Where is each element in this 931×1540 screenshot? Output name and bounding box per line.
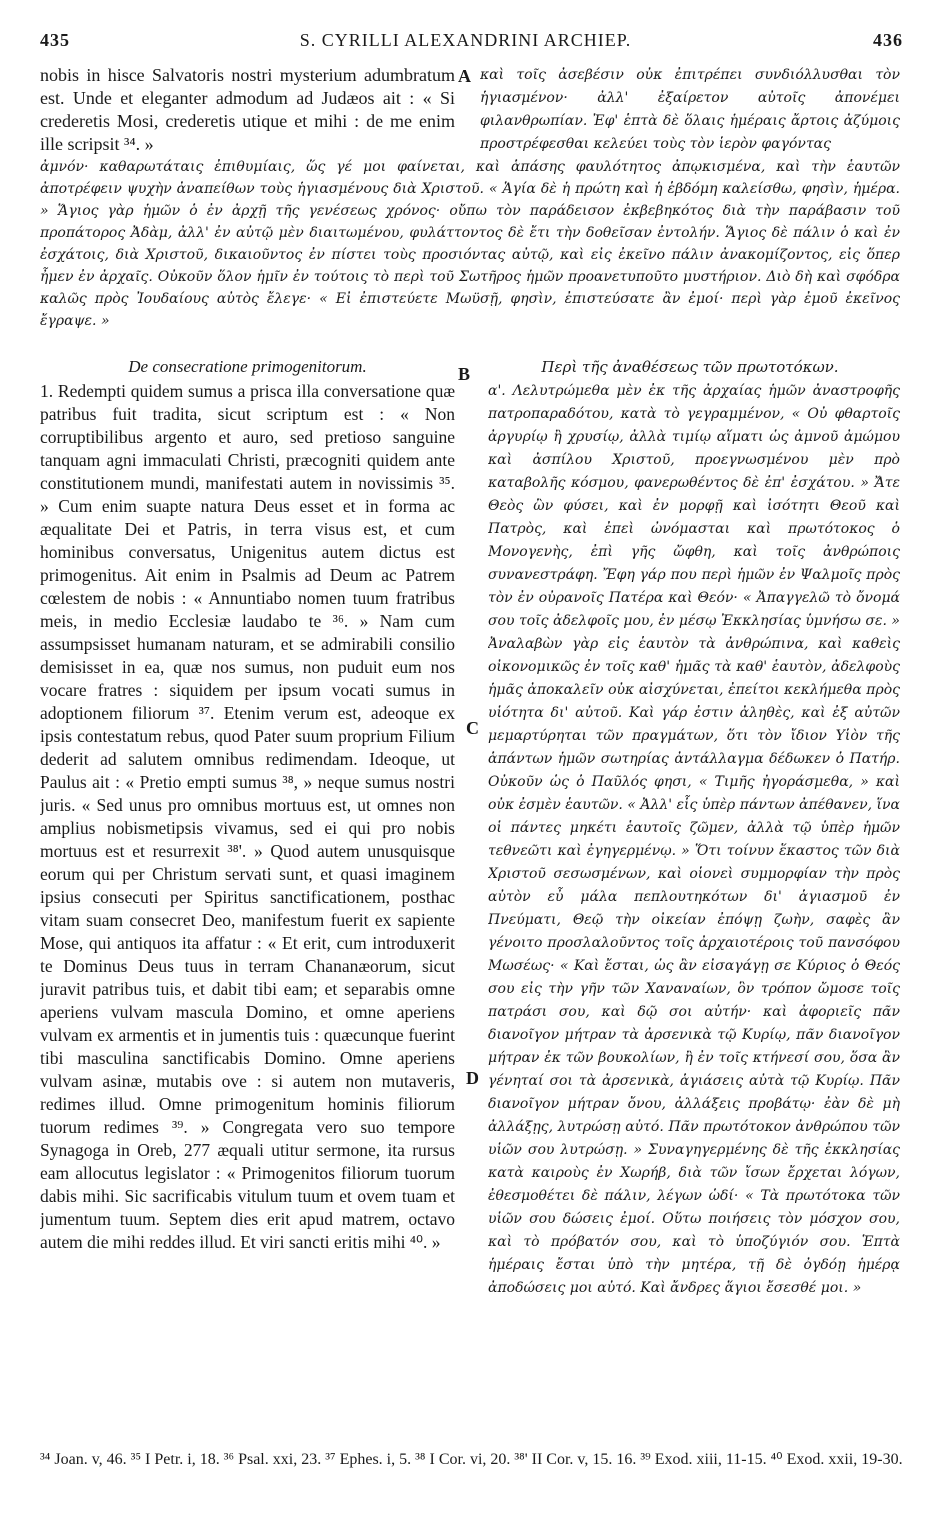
top-greek-paragraph: καὶ τοῖς ἀσεβέσιν οὐκ ἐπιτρέπει συνδιόλλυσθαι τὸν ἡγιασμένον· ἀλλ' ἐξαίρετον αὐτοῖς ἀπονέμει φιλανθρωπίαν. Ἐφ' ἑπτὰ δὲ ὅλαις ἡμέραις ἄρτοις ἀζύμοις προστρέφεσθαι κελεύει τοὺς τὸν ἱερὸν φαγόντας [480,67,900,152]
top-greek-text [480,64,900,156]
main-greek-paragraph: α'. Λελυτρώμεθα μὲν ἐκ τῆς ἀρχαίας ἡμῶν ἀναστροφῆς πατροπαραδότου, κατὰ τὸ γεγραμμένον, « Οὐ φθαρτοῖς ἀργυρίῳ ἢ χρυσίῳ, ἀλλὰ τιμίῳ αἵματι ὡς ἀμνοῦ ἀμώμου καὶ ἀσπίλου Χριστοῦ, προεγνωσμένου μὲν πρὸ καταβολῆς κόσμου, φανερωθέντος δὲ ἐπ' ἐσχάτου. » Ἄτε Θεὸς ὢν φύσει, καὶ ἐν μορφῇ καὶ ἰσότητι Θεοῦ καὶ Πατρὸς, καὶ ἐπεὶ ὠνόμασται καὶ πρωτότοκος ὁ Μονογενὴς, ἐπὶ γῆς ὤφθη, καὶ τοῖς ἀνθρώποις συνανεστράφη. Ἔφη γάρ που περὶ ἡμῶν ἐν Ψαλμοῖς πρὸς τὸν ἐν οὐρανοῖς Πατέρα καὶ Θεόν· « Ἀπαγγελῶ τὸ ὄνομά σου τοῖς ἀδελφοῖς μου, ἐν μέσῳ Ἐκκλησίας ὑμνήσω σε. » Ἀναλαβὼν γὰρ εἰς ἑαυτὸν τὰ ἀνθρώπινα, καὶ καθεὶς οἰκονομικῶς ἐν τοῖς καθ' ἡμᾶς τὰ καθ' ἑαυτὸν, ἀδελφοὺς ἡμᾶς ἀποκαλεῖν οὐκ αἰσχύνεται, ἐπείτοι κεκλήμεθα πρὸς υἱότητα δι' αὐτοῦ. Καὶ γάρ ἐστιν ἀληθὲς, καὶ ἐξ αὐτῶν μεμαρτύρηται τῶν πραγμάτων, ὅτι τὸν ἴδιον Υἱὸν τῆς ἁπάντων ἡμῶν σωτηρίας ἀντάλλαγμα δέδωκεν ὁ Πατήρ. Οὐκοῦν ὡς ὁ Παῦλός φησι, « Τιμῆς ἠγοράσμεθα, » καὶ οὐκ ἐσμὲν ἑαυτῶν. « Ἀλλ' εἷς ὑπὲρ πάντων ἀπέθανεν, ἵνα οἱ πάντες μηκέτι ἑαυτοῖς ζῶμεν, ἀλλὰ τῷ ὑπὲρ ἡμῶν τεθνεῶτι καὶ ἐγηγερμένῳ. » Ὅτι τοίνυν ἕκαστος τῶν διὰ Χριστοῦ σεσωσμένων, καὶ οἱονεὶ συμμορφίαν τὴν πρὸς αὐτὸν εὖ μάλα πεπλουτηκότων δι' ἁγιασμοῦ ἐν Πνεύματι, Θεῷ τὴν οἰκείαν ἐπόψῃ ζωὴν, σαφὲς ἂν γένοιτο προσλαλοῦντος τοῖς ἀρχαιοτέροις τοῦ πανσόφου Μωσέως· « Καὶ ἔσται, ὡς ἂν εἰσαγάγῃ σε Κύριος ὁ Θεός σου εἰς τὴν γῆν τῶν Χαναναίων, ὃν τρόπον ὤμοσε τοῖς πατράσι σου, καὶ δῷ σοι αὐτήν· καὶ ἀφοριεῖς πᾶν διανοῖγον μήτραν τὰ ἀρσενικὰ τῷ Κυρίῳ, πᾶν διανοῖγον μήτραν ἐκ τῶν βουκολίων, ἢ ἐν τοῖς κτήνεσί σου, ὅσα ἂν γένηταί σοι τὰ ἀρσενικὰ, ἁγιάσεις αὐτὰ τῷ Κυρίῳ. Πᾶν διανοῖγον μήτραν ὄνου, ἀλλάξεις προβάτῳ· ἐὰν δὲ μὴ ἀλλάξῃς, λυτρώσῃ αὐτό. Πᾶν πρωτότοκον ἀνθρώπου τῶν υἱῶν σου λυτρώσῃ. » Συναγηγερμένης δὲ τῆς ἐκκλησίας κατὰ καιροὺς ἐν Χωρήβ, διὰ τῶν ἴσων ἔρχεται λόγων, ἐθεσμοθέτει δὲ πάλιν, λέγων ὡδί· « Τὰ πρωτότοκα τῶν υἱῶν σου δώσεις ἐμοί. Οὕτω ποιήσεις τὸν μόσχον σου, καὶ τὸ πρόβατόν σου, καὶ τὸ ὑποζύγιόν σου. Ἑπτὰ ἡμέραις ἔσται ὑπὸ τὴν μητέρα, τῇ δὲ ὀγδόῃ ἡμέρᾳ ἀποδώσεις μοι αὐτό. Καὶ ἄνδρες ἅγιοι ἔσεσθέ μοι. » [488,383,900,1296]
page-number-left: 435 [40,30,70,50]
running-header [0,30,931,54]
greek-section-heading-wrap [480,356,900,380]
latin-section-heading-wrap [40,356,455,380]
footnotes [40,1448,910,1494]
main-latin-paragraph: 1. Redempti quidem sumus a prisca illa conversatione quæ patribus fuit tradita, sicut scriptum est : « Non corruptibilibus argento et auro, sed pretioso sanguine tanquam agni immaculati Christi, præcogniti quidem ante constitutionem mundi, manifestati autem in novissimis ³⁵. » Cum enim suapte natura Deus esset et in forma ac æqualitate Dei et Patris, in terra visus est, et cum hominibus conversatus, Unigenitus autem dictus est primogenitus. Ait enim in Psalmis ad Deum ac Patrem cœlestem de nobis : « Annuntiabo nomen tuum fratribus meis, in medio Ecclesiæ laudabo te ³⁶. » Nam cum assumpsisset humanam naturam, et se admirabili consilio demisisset in ea, quæ nos sumus, non puduit eum nos vocare fratres : siquidem per ipsum vocati sumus in adoptionem filiorum ³⁷. Etenim verum est, adeoque ex ipsis contestatum rebus, quod Pater suum proprium Filium dederit ad salutem omnibus redimendam. Ideoque, ut Paulus ait : « Pretio empti sumus ³⁸, » neque sumus nostri juris. « Sed unus pro omnibus mortuus est, ut omnes non amplius nobismetipsis vivamus, sed ei qui pro nobis mortuus est et resurrexit ³⁸'. » Quod autem unusquisque eorum qui per Christum servati sunt, et quasi imaginem ipsius consecuti per Spiritus sanctificationem, posthac vitam suam consecret Deo, manifestum fuerit ex sapiente Mose, qui antiquos ita affatur : « Et erit, cum introduxerit te Dominus Deus tuus in terram Chananæorum, sicut juravit patribus tuis, et dabit tibi eam; et separabis omne aperiens vulvam mascula Domino, et omne aperiens vulvam ex armentis et in jumentis tuis : quæcunque fuerint tibi masculina sanctificabis Domino. Omne aperiens vulvam asinæ, mutabis ove : si autem non mutaveris, redimes illud. Omne primogenitum hominis filiorum tuorum redimes ³⁹. » Congregata vero suo tempore Synagoga in Oreb, 277 æquali utitur sermone, ita rursus eam allocutus legislator : « Primogenitos filiorum tuorum dabis mihi. Sic sacrificabis vitulum tuum et ovem tuam et jumentum tuum. Septem dies erit apud matrem, octavo autem die mihi reddes illud. Et viri sancti eritis mihi ⁴⁰. » [40,381,455,1252]
margin-marker-c: C [466,718,479,738]
main-latin-column [40,380,455,1410]
header-title: S. CYRILLI ALEXANDRINI ARCHIEP. [299,30,632,50]
footnotes-text: ³⁴ Joan. v, 46. ³⁵ I Petr. i, 18. ³⁶ Psal. xxi, 23. ³⁷ Ephes. i, 5. ³⁸ I Cor. vi, 20. ³⁸' II Cor. v, 15. 16. ³⁹ Exod. xiii, 11-15. ⁴⁰ Exod. xxii, 19-30. [40,1451,903,1468]
latin-section-heading: De consecratione primogenitorum. [128,357,367,376]
top-latin-text [40,64,455,156]
top-latin-paragraph: nobis in hisce Salvatoris nostri mysterium adumbratum est. Unde et eleganter admodum ad Judæos ait : « Si crederetis Mosi, crederetis utique et mihi : de me enim ille scripsit ³⁴. » [40,65,455,154]
greek-full-paragraph: ἀμνόν· καθαρωτάταις ἐπιθυμίαις, ὥς γέ μοι φαίνεται, καὶ ἁπάσης φαυλότητος ἀπῳκισμένα, καὶ τὴν ἑαυτῶν ἀποτρέφειν ψυχὴν ἀναπείθων τοὺς ἡγιασμένους διὰ Χριστοῦ. « Ἁγία δὲ ἡ πρώτη καὶ ἡ ἑβδόμη καλείσθω, φησὶν, ἡμέρα. » Ἅγιος γὰρ ἡμῶν ὁ ἐν ἀρχῇ τῆς γενέσεως χρόνος· οὔπω τὸν παράδεισον ἐκβεβηκότος διὰ τὴν παράβασιν τοῦ προπάτορος Ἀδὰμ, ἀλλ' ἐν αὐτῷ μὲν διαιτωμένου, φυλάττοντος δὲ ἔτι τὴν δοθεῖσαν ἐντολήν. Ἅγιος δὲ πάλιν ὁ καὶ ἐν ἐσχάτοις, διὰ Χριστοῦ, δικαιοῦντος ἐν πίστει τοὺς προσιόντας αὐτῷ, καὶ εἰς ἐκεῖνο πάλιν ἀνακομίζοντος, εἰς ὅπερ ἦμεν ἐν ἀρχαῖς. Οὐκοῦν ὅλον ἡμῖν ἐν τούτοις τὸ περὶ τοῦ Σωτῆρος ἡμῶν προανετυποῦτο μυστήριον. Διὸ δὴ καὶ σφόδρα καλῶς πρὸς Ἰουδαίους αὐτὸς ἔλεγε· « Εἰ ἐπιστεύετε Μωϋσῇ, φησὶν, ἐπιστεύσατε ἂν ἐμοί· περὶ γὰρ ἐμοῦ ἐκεῖνος ἔγραψε. » [40,159,900,329]
margin-marker-d: D [466,1068,479,1088]
margin-marker-b: B [458,364,471,384]
main-greek-column [488,380,900,1430]
margin-marker-a: A [458,66,471,86]
page-number-right: 436 [873,30,903,50]
greek-section-heading: Περὶ τῆς ἀναθέσεως τῶν πρωτοτόκων. [541,358,839,376]
top-greek-full-width-text [40,156,900,352]
